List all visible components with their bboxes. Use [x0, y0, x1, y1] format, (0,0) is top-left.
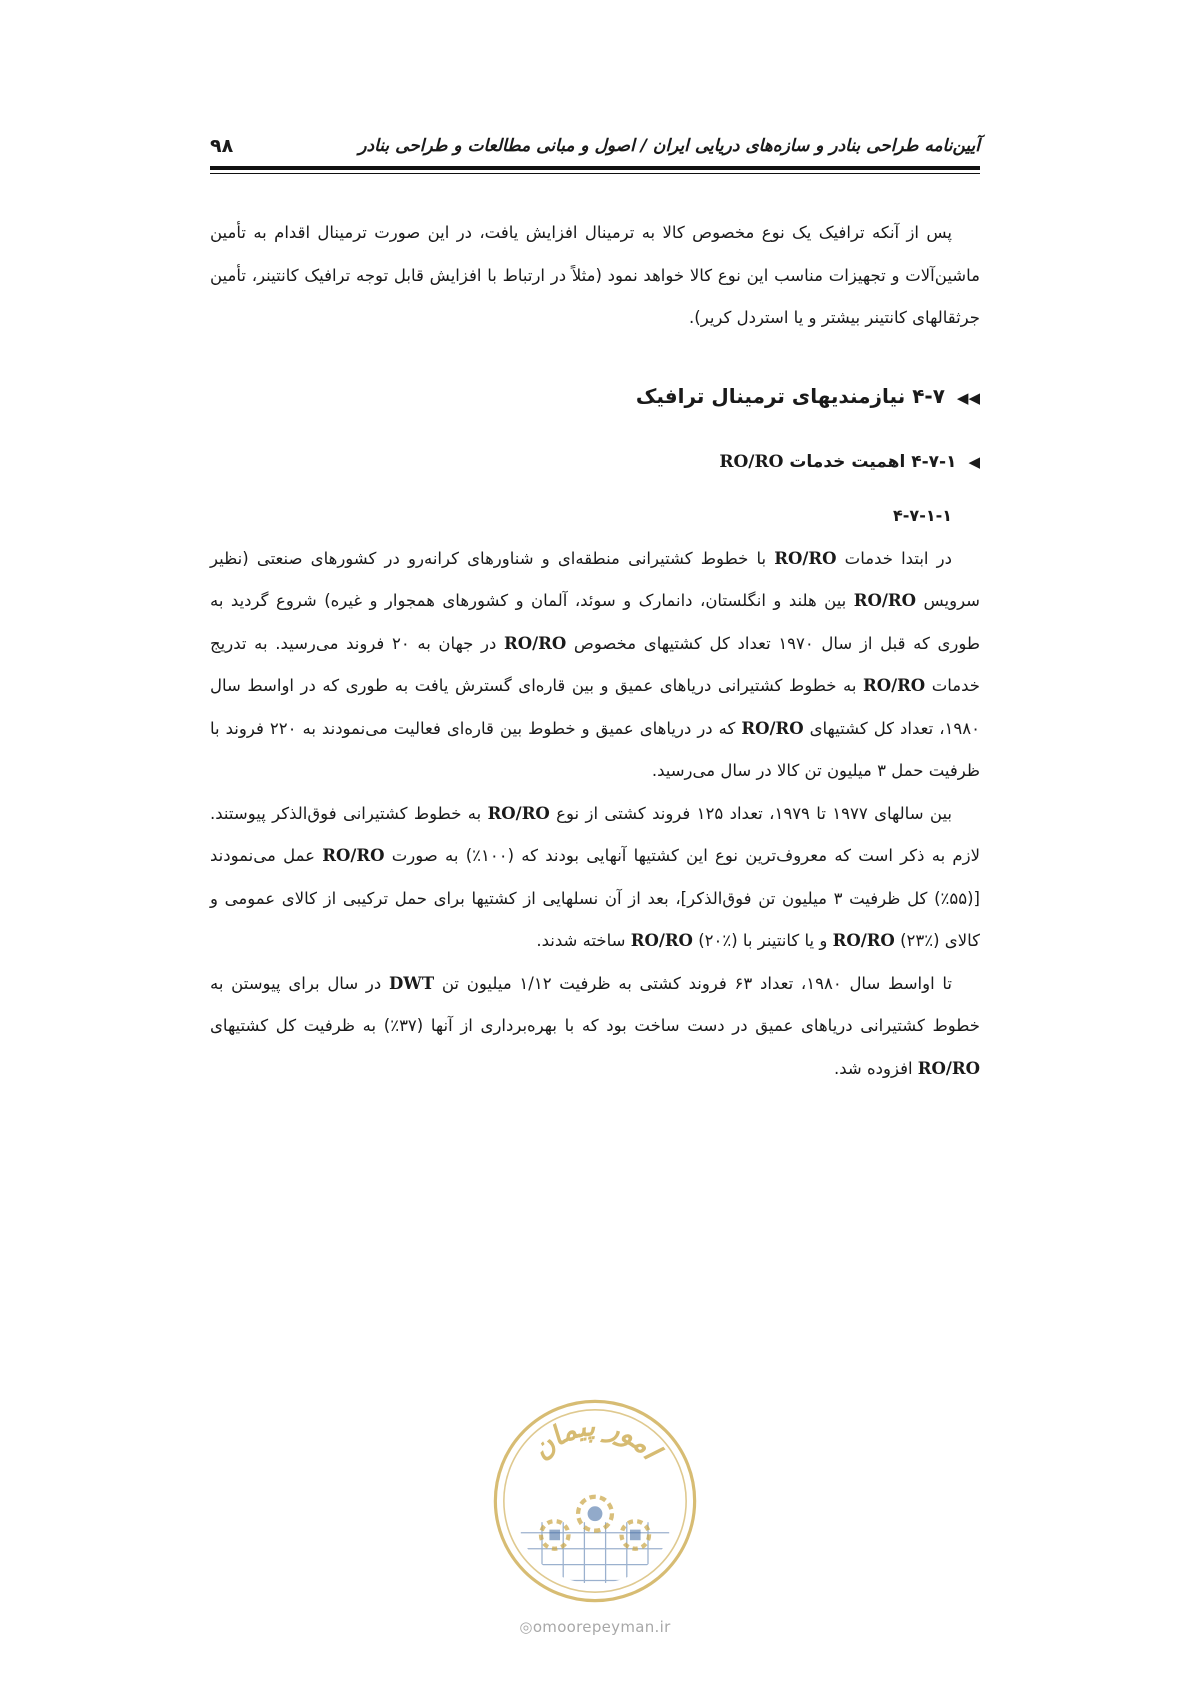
header-title: آیین‌نامه طراحی بنادر و سازه‌های دریایی ایران / اصول و مبانی مطالعات و طراحی بنادر — [358, 136, 980, 156]
p1-term-1: RO/RO — [774, 548, 837, 568]
double-arrow-icon: ◀◀ — [956, 388, 980, 407]
section-number: ۴-۷ — [912, 383, 945, 408]
paragraph-1 — [210, 538, 980, 793]
section-title: نیازمندیهای ترمینال ترافیک — [635, 383, 906, 408]
body-content — [210, 212, 980, 1090]
p2-term-1: RO/RO — [487, 803, 550, 823]
paragraph-3 — [210, 963, 980, 1091]
p1-term-2: RO/RO — [853, 591, 916, 610]
watermark-seal — [489, 1395, 701, 1607]
section-heading — [210, 376, 980, 418]
p2-text-3: عمل می‌نمودند [(۵۵٪) کل ظرفیت ۳ میلیون تن فوق‌الذکر]، بعد از آن نسلهایی از کشتیها برای حمل ترکیبی از کالای عمومی و کالای — [210, 846, 980, 950]
p3-term-2: RO/RO — [917, 1058, 980, 1078]
p2-term-4: RO/RO — [630, 931, 693, 950]
p2-term-3: RO/RO — [832, 931, 895, 950]
p1-term-3: RO/RO — [504, 633, 567, 653]
p2-text-5: (۲۰٪) ساخته شدند. — [536, 931, 738, 950]
page-number: ۹۸ — [210, 135, 234, 157]
intro-paragraph: پس از آنکه ترافیک یک نوع مخصوص کالا به ترمینال افزایش یافت، در این صورت ترمینال اقدام به تأمین ماشین‌آلات و تجهیزات مناسب این نوع کالا خواهد نمود (مثلاً در ارتباط با افزایش قابل توجه ترافیک کانتینر، تأمین جرثقالهای کانتینر بیشتر و یا استردل کریر). — [210, 223, 980, 327]
p1-text-2: با خطوط کشتیرانی منطقه‌ای و شناورهای کرانه‌رو در کشورهای صنعتی (نظیر سرویس — [210, 548, 981, 610]
subsubsection-number: ۴-۷-۱-۱ — [893, 505, 952, 525]
p1-text-4: در جهان به ۲۰ فروند می‌رسید. به تدریج خدمات — [210, 633, 980, 695]
p2-text-1: بین سالهای ۱۹۷۷ تا ۱۹۷۹، تعداد ۱۲۵ فروند کشتی از نوع — [556, 803, 953, 823]
subsection-title: اهمیت خدمات — [789, 451, 906, 472]
p2-text-2: به خطوط کشتیرانی فوق‌الذکر پیوستند. لازم به ذکر است که معروف‌ترین نوع این کشتیها آنهایی بودند که (۱۰۰٪) به صورت — [210, 803, 981, 865]
subsection-number: ۴-۷-۱ — [911, 451, 957, 472]
p1-text-6: که در دریاهای عمیق و خطوط بین قاره‌ای فعالیت می‌نمودند به ۲۲۰ فروند با ظرفیت حمل ۳ میلیون تن کالا در سال می‌رسید. — [210, 718, 980, 780]
p3-term-1: DWT — [388, 973, 435, 993]
header-rule-thin — [210, 173, 980, 174]
p3-text-1: تا اواسط سال ۱۹۸۰، تعداد ۶۳ فروند کشتی به ظرفیت ۱/۱۲ میلیون تن — [441, 973, 953, 993]
p2-text-4: (۲۳٪) و یا کانتینر با — [742, 931, 940, 950]
p1-text-3: بین هلند و انگلستان، دانمارک و سوئد، آلمان و کشورهای همجوار و غیره) شروع گردید به طوری که قبل از سال ۱۹۷۰ تعداد کل کشتیهای مخصوص — [210, 591, 980, 653]
p3-text-3: افزوده شد. — [834, 1058, 913, 1078]
watermark-url — [470, 1618, 720, 1636]
arrow-icon: ◀ — [968, 452, 980, 471]
globe-icon: ◎ — [519, 1618, 533, 1636]
p2-term-2: RO/RO — [322, 846, 385, 865]
paragraph-2 — [210, 793, 980, 963]
subsection-heading — [210, 442, 980, 482]
subsection-title-term: RO/RO — [719, 451, 784, 472]
running-header — [210, 128, 980, 164]
watermark-url-text: omoorepeyman.ir — [532, 1618, 671, 1636]
p1-term-4: RO/RO — [862, 676, 926, 695]
p1-text-1: در ابتدا خدمات — [844, 548, 952, 568]
p1-text-5: به خطوط کشتیرانی دریاهای عمیق و بین قاره‌ای گسترش یافت به طوری که در اواسط سال ۱۹۸۰، تعداد کل کشتیهای — [210, 676, 980, 738]
seal-gear-icons — [541, 1497, 649, 1549]
p3-text-2: در سال برای پیوستن به خطوط کشتیرانی دریاهای عمیق در دست ساخت بود که با بهره‌برداری از آنها (۳۷٪) به ظرفیت کل کشتیهای — [210, 973, 980, 1035]
seal-logo-text: امور پیمان — [525, 1410, 667, 1466]
header-rule-thick — [210, 166, 980, 170]
p1-term-5: RO/RO — [741, 718, 804, 738]
